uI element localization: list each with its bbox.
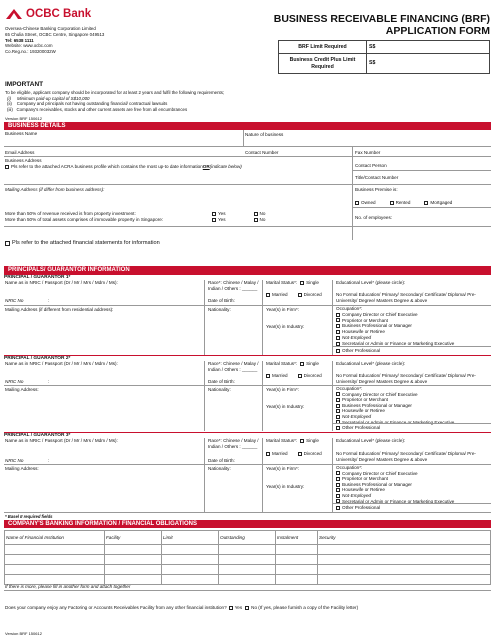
rented-checkbox[interactable] <box>390 201 394 205</box>
no-label: No <box>259 211 266 216</box>
factoring-question: Does your company enjoy any Factoring or Accounts Receivables Facility from any other financial institution? <box>5 605 227 610</box>
single-label: Single <box>306 361 319 366</box>
occ-checkbox[interactable] <box>336 477 340 481</box>
marital-row <box>266 438 319 444</box>
dob-label: Date of Birth: <box>208 379 235 384</box>
occupation-list <box>336 465 454 504</box>
nric-colon: : <box>48 298 50 303</box>
occ-checkbox[interactable] <box>336 471 340 475</box>
form-title-line1: BUSINESS RECEIVABLE FINANCING (BRF) <box>273 13 490 25</box>
table-cell[interactable] <box>318 575 491 585</box>
table-cell[interactable] <box>5 555 105 565</box>
owned-label: Owned <box>361 200 376 205</box>
other-prof-label: Other Professional <box>342 505 381 510</box>
occ-label: Housewife or Retiree <box>342 329 385 335</box>
no-label: No <box>259 217 266 222</box>
occ-label: Not-Employed <box>342 413 372 419</box>
important-text <box>5 90 224 112</box>
col-facility: Facility <box>105 531 162 545</box>
table-cell[interactable] <box>219 565 276 575</box>
more-note: If there is more, please fill in another form and attach together <box>5 584 131 589</box>
occ-label: Proprietor or Merchant <box>342 317 388 323</box>
occupation-label: Occupation*: <box>336 386 363 391</box>
principal-2-heading: PRINCIPAL / GUARANTOR 2* <box>4 355 491 361</box>
important-item: (iii) Company's receivables, stocks and other current assets are free from all encumbrances <box>7 106 188 112</box>
employees-label: No. of employees: <box>355 215 393 220</box>
table-cell[interactable] <box>5 575 105 585</box>
website-link[interactable]: Website: www.ocbc.com <box>5 43 53 49</box>
table-cell[interactable] <box>219 555 276 565</box>
email-label: Email Address <box>5 150 35 155</box>
nationality-label: Nationality: <box>208 387 231 392</box>
bcp-limit-label: Business Credit Plus Limit Required <box>279 54 367 74</box>
mailing-res-label: Mailing Address (if different from residential address): <box>5 307 114 312</box>
single-label: Single <box>306 438 319 443</box>
occ-label: Not-Employed <box>342 334 372 340</box>
mailing-label: Mailing Address: <box>5 387 39 392</box>
important-intro: To be eligible, applicant company should be incorporated for at least 2 years and fulfil the following requirements; <box>5 90 225 95</box>
acra-checkbox[interactable] <box>5 165 9 169</box>
principal-2-block <box>4 361 491 431</box>
occ-checkbox[interactable] <box>336 324 340 328</box>
divorced-label: Divorced <box>303 292 322 297</box>
occ-checkbox[interactable] <box>336 409 340 413</box>
factoring-yes-label: Yes <box>234 605 243 610</box>
q2-options <box>212 217 265 223</box>
other-prof-checkbox[interactable] <box>336 426 340 430</box>
address-line: 65 Chulia Street, OCBC Centre, Singapore 049513 <box>5 31 105 37</box>
occ-checkbox[interactable] <box>336 488 340 492</box>
nationality-label: Nationality: <box>208 307 231 312</box>
table-cell[interactable] <box>162 555 219 565</box>
name-label: Name as in NRIC / Passport (Dr / Mr / Mrs / Mdm / Ms): <box>5 280 118 285</box>
principals-bar: PRINCIPALS/ GUARANTOR INFORMATION <box>4 266 491 274</box>
table-row <box>5 575 491 585</box>
occ-label: Business Professional or Manager <box>342 323 412 329</box>
property-investment-question: More than 50% of revenue received is from property investment: <box>5 211 136 216</box>
business-address-label: Business Address <box>5 158 42 163</box>
principal-3-block <box>4 438 491 512</box>
form-title <box>274 14 490 37</box>
contact-person-label: Contact Person <box>355 163 387 168</box>
years-firm-label: Year(s) in Firm*: <box>266 387 300 392</box>
yes-label: Yes <box>218 211 226 216</box>
bank-name: OCBC Bank <box>26 8 92 20</box>
occ-checkbox[interactable] <box>336 494 340 498</box>
fin-statements-checkbox[interactable] <box>5 241 10 246</box>
occupation-label: Occupation*: <box>336 465 363 470</box>
divorced-label: Divorced <box>303 373 322 378</box>
occupation-label: Occupation*: <box>336 306 363 311</box>
years-industry-label: Year(s) in Industry: <box>266 324 305 329</box>
acra-note: Pls refer to the attached ACRA business profile which contains the most up-to date information <box>11 164 203 169</box>
table-cell[interactable] <box>276 575 318 585</box>
married-label: Married <box>272 373 288 378</box>
single-checkbox[interactable] <box>300 439 304 443</box>
other-prof-row <box>336 348 380 354</box>
banking-table <box>4 530 491 585</box>
table-cell[interactable] <box>105 555 162 565</box>
occ-checkbox[interactable] <box>336 398 340 402</box>
edu-label: Educational Level* (please circle): <box>336 438 406 443</box>
table-cell[interactable] <box>5 565 105 575</box>
bank-logo <box>4 7 91 21</box>
name-label: Name as in NRIC / Passport (Dr / Mr / Mrs / Mdm / Ms): <box>5 438 118 443</box>
edu-options: No Formal Education/ Primary/ Secondary/ Certificate/ Diploma/ Pre- University/ Degree/ Masters Degree & above <box>336 451 476 462</box>
other-prof-row <box>336 425 380 431</box>
occ-label: Business Professional or Manager <box>342 481 412 487</box>
q2-yes-checkbox[interactable] <box>212 218 216 222</box>
fin-statements-label: Pls refer to the attached financial statements for information <box>12 240 160 246</box>
occ-checkbox[interactable] <box>336 404 340 408</box>
business-details-bar: BUSINESS DETAILS <box>4 122 491 130</box>
occ-label: Housewife or Retiree <box>342 487 385 493</box>
acra-indicate: (indicate below) <box>209 164 242 169</box>
title-contact-label: Title/Contact Number <box>355 175 399 180</box>
single-checkbox[interactable] <box>300 362 304 366</box>
occ-checkbox[interactable] <box>336 415 340 419</box>
edu-label: Educational Level* (please circle): <box>336 361 406 366</box>
divorced-checkbox[interactable] <box>298 293 302 297</box>
immovable-property-question: More than 50% of total assets comprises of immovable property in Singapore: <box>5 217 164 222</box>
table-cell[interactable] <box>105 545 162 555</box>
basel-footnote: * Basel II required fields <box>5 514 53 519</box>
nric-label: NRIC No <box>5 379 24 384</box>
table-row <box>5 545 491 555</box>
occ-checkbox[interactable] <box>336 392 340 396</box>
marital-row-2 <box>266 373 322 379</box>
q2-no-checkbox[interactable] <box>254 218 258 222</box>
principal-1-heading: PRINCIPAL / GUARANTOR 1* <box>4 274 491 280</box>
factoring-no-label: No (If yes, please furnish a copy of the Facility letter) <box>251 605 359 610</box>
years-firm-label: Year(s) in Firm*: <box>266 466 300 471</box>
fin-statements-row <box>5 240 160 247</box>
single-checkbox[interactable] <box>300 281 304 285</box>
years-industry-label: Year(s) in Industry: <box>266 404 305 409</box>
other-prof-label: Other Professional <box>342 425 381 430</box>
fax-number-label: Fax Number <box>355 150 381 155</box>
table-cell[interactable] <box>318 555 491 565</box>
marital-label: Marital Status*: <box>266 361 298 366</box>
single-label: Single <box>306 280 319 285</box>
occ-label: Company Director or Chief Executive <box>342 391 418 397</box>
table-cell[interactable] <box>105 565 162 575</box>
owned-checkbox[interactable] <box>355 201 359 205</box>
marital-row-2 <box>266 451 322 457</box>
marital-label: Marital Status*: <box>266 438 298 443</box>
table-cell[interactable] <box>318 545 491 555</box>
married-checkbox[interactable] <box>266 452 270 456</box>
ocbc-logo-icon <box>4 8 24 21</box>
acra-or: OR <box>202 164 210 169</box>
edu-label: Educational Level* (please circle): <box>336 280 406 285</box>
occ-label: Secretarial or Admin or Finance or Marketing Executive <box>342 340 455 346</box>
form-title-line2: APPLICATION FORM <box>385 24 490 37</box>
col-institution: Name of Financial Institution <box>5 531 105 545</box>
acra-checkbox-row <box>5 164 242 170</box>
table-cell[interactable] <box>219 575 276 585</box>
table-cell[interactable] <box>276 545 318 555</box>
occupation-list <box>336 306 454 347</box>
occ-checkbox[interactable] <box>336 313 340 317</box>
other-prof-row <box>336 505 380 511</box>
occ-label: Business Professional or Manager <box>342 402 412 408</box>
married-checkbox[interactable] <box>266 293 270 297</box>
occ-label: Housewife or Retiree <box>342 408 385 414</box>
mailing-address-label: Mailing Address (if differ from business address): <box>5 187 105 192</box>
limit-table <box>278 40 490 74</box>
other-prof-checkbox[interactable] <box>336 349 340 353</box>
contact-number-label: Contact Number <box>245 150 279 155</box>
years-industry-label: Year(s) in Industry: <box>266 484 305 489</box>
nationality-label: Nationality: <box>208 466 231 471</box>
nric-colon: : <box>48 379 50 384</box>
marital-row <box>266 280 319 286</box>
married-label: Married <box>272 292 288 297</box>
table-cell[interactable] <box>276 565 318 575</box>
table-cell[interactable] <box>5 545 105 555</box>
table-cell[interactable] <box>318 565 491 575</box>
other-prof-label: Other Professional <box>342 348 381 353</box>
divorced-checkbox[interactable] <box>298 452 302 456</box>
marital-row <box>266 361 319 367</box>
divorced-checkbox[interactable] <box>298 374 302 378</box>
occ-label: Secretarial or Admin or Finance or Marketing Executive <box>342 419 455 425</box>
nric-colon: : <box>48 458 50 463</box>
divorced-label: Divorced <box>303 451 322 456</box>
business-name-label: Business Name <box>5 131 38 136</box>
nric-label: NRIC No <box>5 458 24 463</box>
nric-label: NRIC No <box>5 298 24 303</box>
principal-3-heading: PRINCIPAL / GUARANTOR 3* <box>4 432 491 438</box>
table-cell[interactable] <box>162 565 219 575</box>
race-label: Race*: Chinese / Malay / Indian / Others : ______ <box>208 438 259 449</box>
marital-row-2 <box>266 292 322 298</box>
col-instalment: Instalment <box>276 531 318 545</box>
principal-1-block <box>4 280 491 355</box>
table-row <box>5 555 491 565</box>
q1-options <box>212 211 265 217</box>
bcp-limit-value[interactable]: S$ <box>367 54 490 74</box>
dob-label: Date of Birth: <box>208 298 235 303</box>
brf-limit-label: BRF Limit Required <box>279 41 367 54</box>
mortgaged-label: Mortgaged <box>430 200 453 205</box>
race-label: Race*: Chinese / Malay / Indian / Others : ______ <box>208 280 259 291</box>
nature-label: Nature of business <box>245 132 284 137</box>
factoring-no-checkbox[interactable] <box>245 606 249 610</box>
col-limit: Limit <box>162 531 219 545</box>
occ-checkbox[interactable] <box>336 336 340 340</box>
address-line: Oversea-Chinese Banking Corporation Limited <box>5 26 96 31</box>
table-cell[interactable] <box>276 555 318 565</box>
occ-checkbox[interactable] <box>336 483 340 487</box>
important-heading: IMPORTANT <box>5 81 44 88</box>
dob-label: Date of Birth: <box>208 458 235 463</box>
occ-label: Company Director or Chief Executive <box>342 470 418 476</box>
q1-yes-checkbox[interactable] <box>212 212 216 216</box>
marital-label: Marital Status*: <box>266 280 298 285</box>
banking-bar: COMPANY'S BANKING INFORMATION / FINANCIAL OBLIGATIONS <box>4 520 491 528</box>
col-outstanding: Outstanding <box>219 531 276 545</box>
premise-options <box>355 200 452 206</box>
table-row <box>5 565 491 575</box>
occ-label: Proprietor or Merchant <box>342 476 388 482</box>
brf-limit-value[interactable]: S$ <box>367 41 490 54</box>
important-item: (i) Minimum paid-up capital of S$10,000 <box>7 95 90 101</box>
edu-options: No Formal Education/ Primary/ Secondary/ Certificate/ Diploma/ Pre- University/ Degree/ Masters Degree & above <box>336 292 476 303</box>
premise-label: Business Premise is: <box>355 187 398 192</box>
footer-version: Version BRF 150612 <box>5 631 42 636</box>
q1-no-checkbox[interactable] <box>254 212 258 216</box>
factoring-question-row <box>5 605 358 611</box>
occ-checkbox[interactable] <box>336 318 340 322</box>
table-cell[interactable] <box>105 575 162 585</box>
table-cell[interactable] <box>162 545 219 555</box>
rented-label: Rented <box>395 200 411 205</box>
address-line: Tel: 6538 1111 <box>5 37 34 43</box>
version-label: Version BRF 150612 <box>5 116 42 121</box>
other-prof-checkbox[interactable] <box>336 506 340 510</box>
mailing-label: Mailing Address: <box>5 466 39 471</box>
mortgaged-checkbox[interactable] <box>424 201 428 205</box>
table-cell[interactable] <box>219 545 276 555</box>
married-checkbox[interactable] <box>266 374 270 378</box>
factoring-yes-checkbox[interactable] <box>229 606 233 610</box>
name-label: Name as in NRIC / Passport (Dr / Mr / Mrs / Mdm / Ms): <box>5 361 118 366</box>
occ-label: Not-Employed <box>342 492 372 498</box>
edu-options: No Formal Education/ Primary/ Secondary/ Certificate/ Diploma/ Pre- University/ Degree/ Masters Degree & above <box>336 373 476 384</box>
occ-label: Secretarial or Admin or Finance or Marketing Executive <box>342 498 455 504</box>
occ-checkbox[interactable] <box>336 330 340 334</box>
yes-label: Yes <box>218 217 226 222</box>
important-item: (ii) Company and principals not having outstanding financial/ contractual lawsuits <box>7 101 168 107</box>
race-label: Race*: Chinese / Malay / Indian / Others : ______ <box>208 361 259 372</box>
occupation-list <box>336 386 454 425</box>
occ-label: Company Director or Chief Executive <box>342 311 418 317</box>
table-header-row <box>5 531 491 545</box>
bank-address <box>5 26 104 55</box>
address-line: Co.Reg.no.: 193200032W <box>5 49 56 55</box>
years-firm-label: Year(s) in Firm*: <box>266 307 300 312</box>
table-cell[interactable] <box>162 575 219 585</box>
married-label: Married <box>272 451 288 456</box>
occ-label: Proprietor or Merchant <box>342 397 388 403</box>
col-security: Security <box>318 531 491 545</box>
